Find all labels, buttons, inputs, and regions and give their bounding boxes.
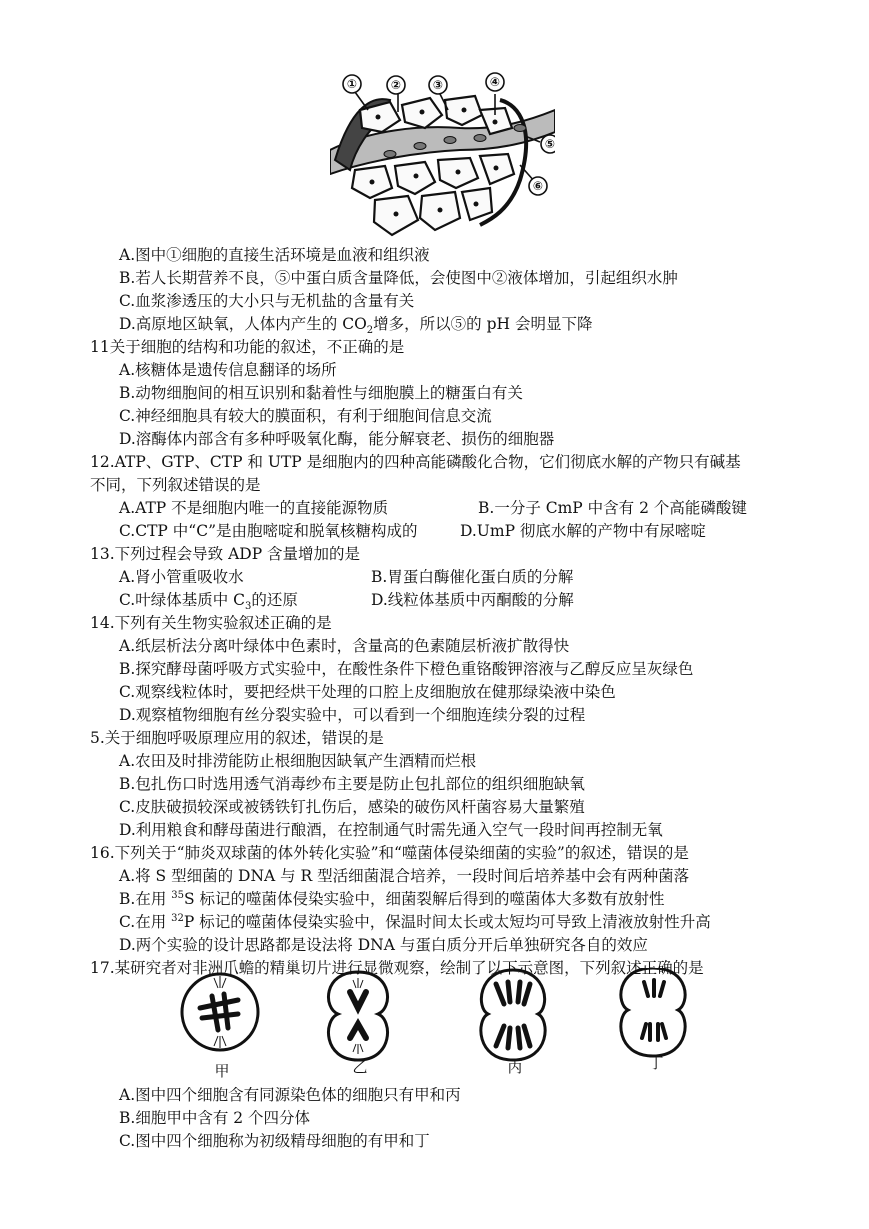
cell-nucleus: [474, 202, 479, 207]
caption-yi: 乙: [352, 1058, 368, 1076]
meiosis-cells-figure: [178, 968, 698, 1080]
cell-nucleus: [414, 174, 419, 179]
marker-label-5: ⑤: [544, 137, 555, 151]
cell-nucleus: [493, 120, 498, 125]
q13-option-b: B.胃蛋白酶催化蛋白质的分解: [371, 568, 574, 586]
q15-option-b: B.包扎伤口时选用透气消毒纱布主要是防止包扎部位的组织细胞缺氧: [119, 775, 585, 793]
cell-nucleus: [376, 115, 381, 120]
q13-option-d: D.线粒体基质中丙酮酸的分解: [371, 591, 574, 609]
q12-option-d: D.UmP 彻底水解的产物中有尿嘧啶: [460, 522, 706, 540]
cell-nucleus: [456, 170, 461, 175]
q16-option-a: A.将 S 型细菌的 DNA 与 R 型活细菌混合培养，一段时间后培养基中会有两种菌落: [119, 867, 690, 885]
q16-option-b: B.在用 $^{35}$S 标记的噬菌体侵染实验中，细菌裂解后得到的噬菌体大多数有放射性: [119, 889, 665, 908]
q15-stem: 5.关于细胞呼吸原理应用的叙述，错误的是: [90, 729, 384, 747]
q12-option-b: B.一分子 CmP 中含有 2 个高能磷酸键: [478, 499, 747, 517]
cell-ding: [621, 968, 685, 1056]
q17-option-b: B.细胞甲中含有 2 个四分体: [119, 1109, 311, 1127]
cell-jia: [182, 974, 258, 1050]
blood-cell: [444, 137, 456, 144]
q16-option-c: C.在用 $^{32}$P 标记的噬菌体侵染实验中，保温时间太长或太短均可导致上清液放射性升高: [119, 912, 711, 931]
q14-option-b: B.探究酵母菌呼吸方式实验中，在酸性条件下橙色重铬酸钾溶液与乙醇反应呈灰绿色: [119, 660, 694, 678]
blood-cell: [384, 151, 396, 158]
cell-nucleus: [420, 110, 425, 115]
blood-cell: [414, 143, 426, 150]
marker-label-4: ④: [489, 75, 501, 89]
q14-stem: 14.下列有关生物实验叙述正确的是: [90, 614, 332, 632]
q13-option-a: A.肾小管重吸收水: [119, 568, 244, 586]
q14-option-a: A.纸层析法分离叶绿体中色素时，含量高的色素随层析液扩散得快: [119, 637, 570, 655]
q17-option-c: C.图中四个细胞称为初级精母细胞的有甲和丁: [119, 1132, 430, 1150]
blood-cell: [474, 135, 486, 142]
q10-option-c: C.血浆渗透压的大小只与无机盐的含量有关: [119, 292, 415, 310]
blood-cell: [514, 125, 526, 132]
cell-yi: [328, 972, 387, 1060]
q11-option-a: A.核糖体是遗传信息翻译的场所: [119, 361, 337, 379]
q14-option-c: C.观察线粒体时，要把经烘干处理的口腔上皮细胞放在健那绿染液中染色: [119, 683, 616, 701]
q11-option-d: D.溶酶体内部含有多种呼吸氧化酶，能分解衰老、损伤的细胞器: [119, 430, 555, 448]
cell-nucleus: [394, 212, 399, 217]
cell-bing: [481, 970, 545, 1060]
marker-label-3: ③: [432, 78, 444, 92]
q14-option-d: D.观察植物细胞有丝分裂实验中，可以看到一个细胞连续分裂的过程: [119, 706, 586, 724]
tissue-fluid-figure: [330, 70, 555, 240]
cell-nucleus: [494, 166, 499, 171]
q13-option-c: C.叶绿体基质中 $C_3$的还原: [119, 591, 298, 613]
cell-nucleus: [462, 108, 467, 113]
cell-nucleus: [370, 180, 375, 185]
marker-label-1: ①: [346, 77, 358, 91]
q12-stem-line2: 不同，下列叙述错误的是: [90, 476, 261, 494]
caption-jia: 甲: [214, 1062, 230, 1080]
caption-bing: 丙: [507, 1058, 523, 1076]
q16-stem: 16.下列关于“肺炎双球菌的体外转化实验”和“噬菌体侵染细菌的实验”的叙述，错误的是: [90, 844, 689, 862]
q16-option-d: D.两个实验的设计思路都是设法将 DNA 与蛋白质分开后单独研究各自的效应: [119, 936, 648, 954]
q17-stem: 17.某研究者对非洲爪蟾的精巢切片进行显微观察，绘制了以下示意图，下列叙述正确的是: [90, 959, 704, 977]
q11-option-c: C.神经细胞具有较大的膜面积，有利于细胞间信息交流: [119, 407, 492, 425]
marker-label-6: ⑥: [532, 179, 544, 193]
cell-nucleus: [438, 208, 443, 213]
q11-stem: 11关于细胞的结构和功能的叙述，不正确的是: [90, 338, 405, 356]
q10-option-d: D.高原地区缺氧，人体内产生的 $CO_2$增多，所以⑤的 pH 会明显下降: [119, 315, 593, 337]
caption-ding: 丁: [648, 1054, 664, 1072]
q17-option-a: A.图中四个细胞含有同源染色体的细胞只有甲和丙: [119, 1086, 461, 1104]
q12-stem-line1: 12.ATP、GTP、CTP 和 UTP 是细胞内的四种高能磷酸化合物，它们彻底水解的产物只有碱基: [90, 453, 741, 471]
q10-option-a: A.图中①细胞的直接生活环境是血液和组织液: [119, 246, 430, 264]
q13-stem: 13.下列过程会导致 ADP 含量增加的是: [90, 545, 361, 563]
marker-label-2: ②: [390, 78, 402, 92]
q15-option-c: C.皮肤破损较深或被锈铁钉扎伤后，感染的破伤风杆菌容易大量繁殖: [119, 798, 585, 816]
q10-option-b: B.若人长期营养不良，⑤中蛋白质含量降低，会使图中②液体增加，引起组织水肿: [119, 269, 678, 287]
q11-option-b: B.动物细胞间的相互识别和黏着性与细胞膜上的糖蛋白有关: [119, 384, 523, 402]
q12-option-c: C.CTP 中“C”是由胞嘧啶和脱氧核糖构成的: [119, 522, 418, 540]
q12-option-a: A.ATP 不是细胞内唯一的直接能源物质: [119, 499, 389, 517]
q15-option-d: D.利用粮食和酵母菌进行酿酒，在控制通气时需先通入空气一段时间再控制无氧: [119, 821, 663, 839]
q15-option-a: A.农田及时排涝能防止根细胞因缺氧产生酒精而烂根: [119, 752, 477, 770]
